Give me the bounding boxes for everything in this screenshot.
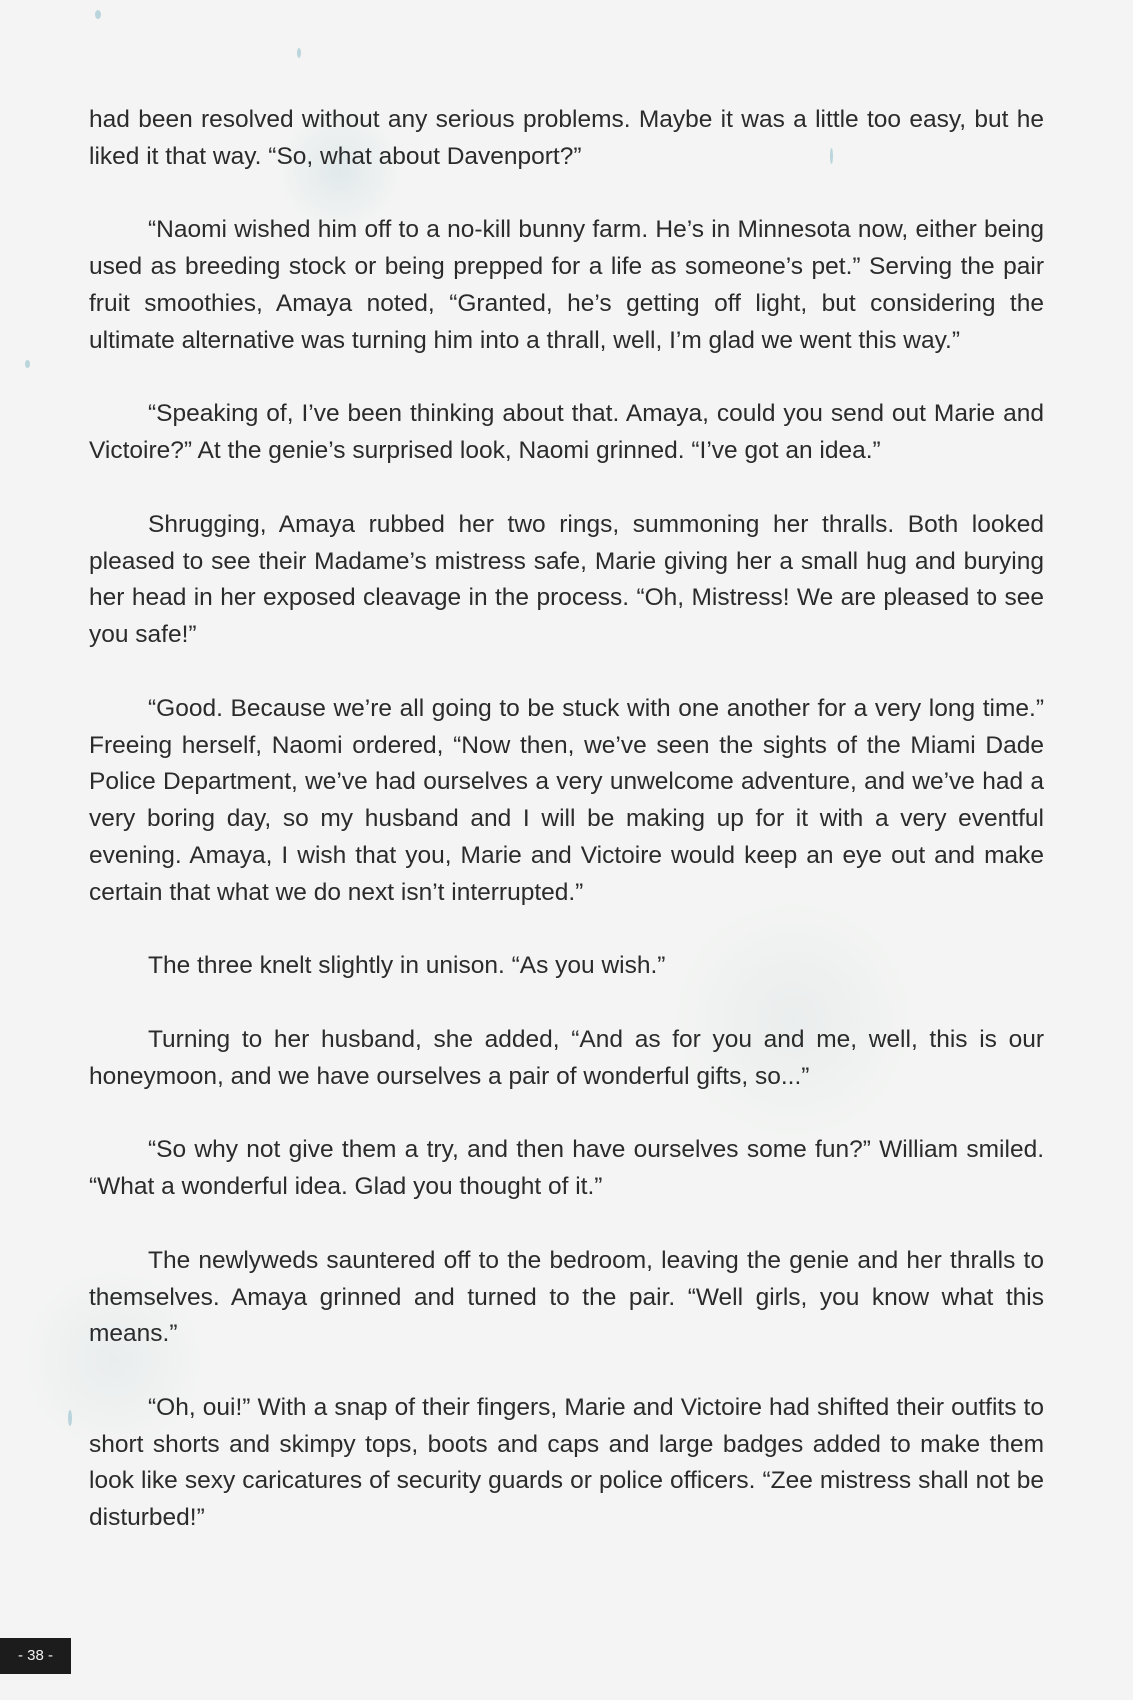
paragraph: Turning to her husband, she added, “And as for you and me, well, this is our honeymoon, and we have ourselves a pair of wonderful gifts, so...” xyxy=(89,1025,1044,1090)
paragraph: “Speaking of, I’ve been thinking about that. Amaya, could you send out Marie and Victoire?” At the genie’s surprised look, Naomi grinned. “I’ve got an idea.” xyxy=(89,400,1044,465)
paragraph: “Naomi wished him off to a no-kill bunny farm. He’s in Minnesota now, either being used as breeding stock or being prepped for a life as someone’s pet.” Serving the pair fruit smoothies, Amaya noted, “Granted, he’s getting off light, but considering the ultimate alternative was turning him into a thrall, well, I’m glad we went this way.” xyxy=(89,216,1044,354)
paragraph: “Oh, oui!” With a snap of their fingers, Marie and Victoire had shifted their outfits to short shorts and skimpy tops, boots and caps and large badges added to make them look like sexy caricatures of security guards or police officers. “Zee mistress shall not be disturbed!” xyxy=(89,1393,1044,1532)
paragraph: had been resolved without any serious problems. Maybe it was a little too easy, but he liked it that way. “So, what about Davenport?” xyxy=(89,106,1044,170)
paper-speck xyxy=(297,48,301,58)
paragraph: “So why not give them a try, and then have ourselves some fun?” William smiled. “What a wonderful idea. Glad you thought of it.” xyxy=(89,1136,1044,1201)
book-page-text xyxy=(89,102,1044,1574)
paragraph: Shrugging, Amaya rubbed her two rings, summoning her thralls. Both looked pleased to see their Madame’s mistress safe, Marie giving her a small hug and burying her head in her exposed cleavage in the process. “Oh, Mistress! We are pleased to see you safe!” xyxy=(89,510,1044,649)
paragraph: The three knelt slightly in unison. “As you wish.” xyxy=(148,952,666,980)
paragraph: The newlyweds sauntered off to the bedroom, leaving the genie and her thralls to themselves. Amaya grinned and turned to the pair. “Well girls, you know what this means.” xyxy=(89,1246,1044,1348)
paper-speck xyxy=(95,10,101,19)
paper-speck xyxy=(25,360,30,368)
paper-speck xyxy=(68,1410,72,1426)
paragraph: “Good. Because we’re all going to be stuck with one another for a very long time.” Freeing herself, Naomi ordered, “Now then, we’ve seen the sights of the Miami Dade Police Department, we’ve had ourselves a very unwelcome adventure, and we’ve had a very boring day, so my husband and I will be making up for it with a very eventful evening. Amaya, I wish that you, Marie and Victoire would keep an eye out and make certain that what we do next isn’t interrupted.” xyxy=(89,694,1044,906)
page-number: - 38 - xyxy=(0,1638,71,1674)
